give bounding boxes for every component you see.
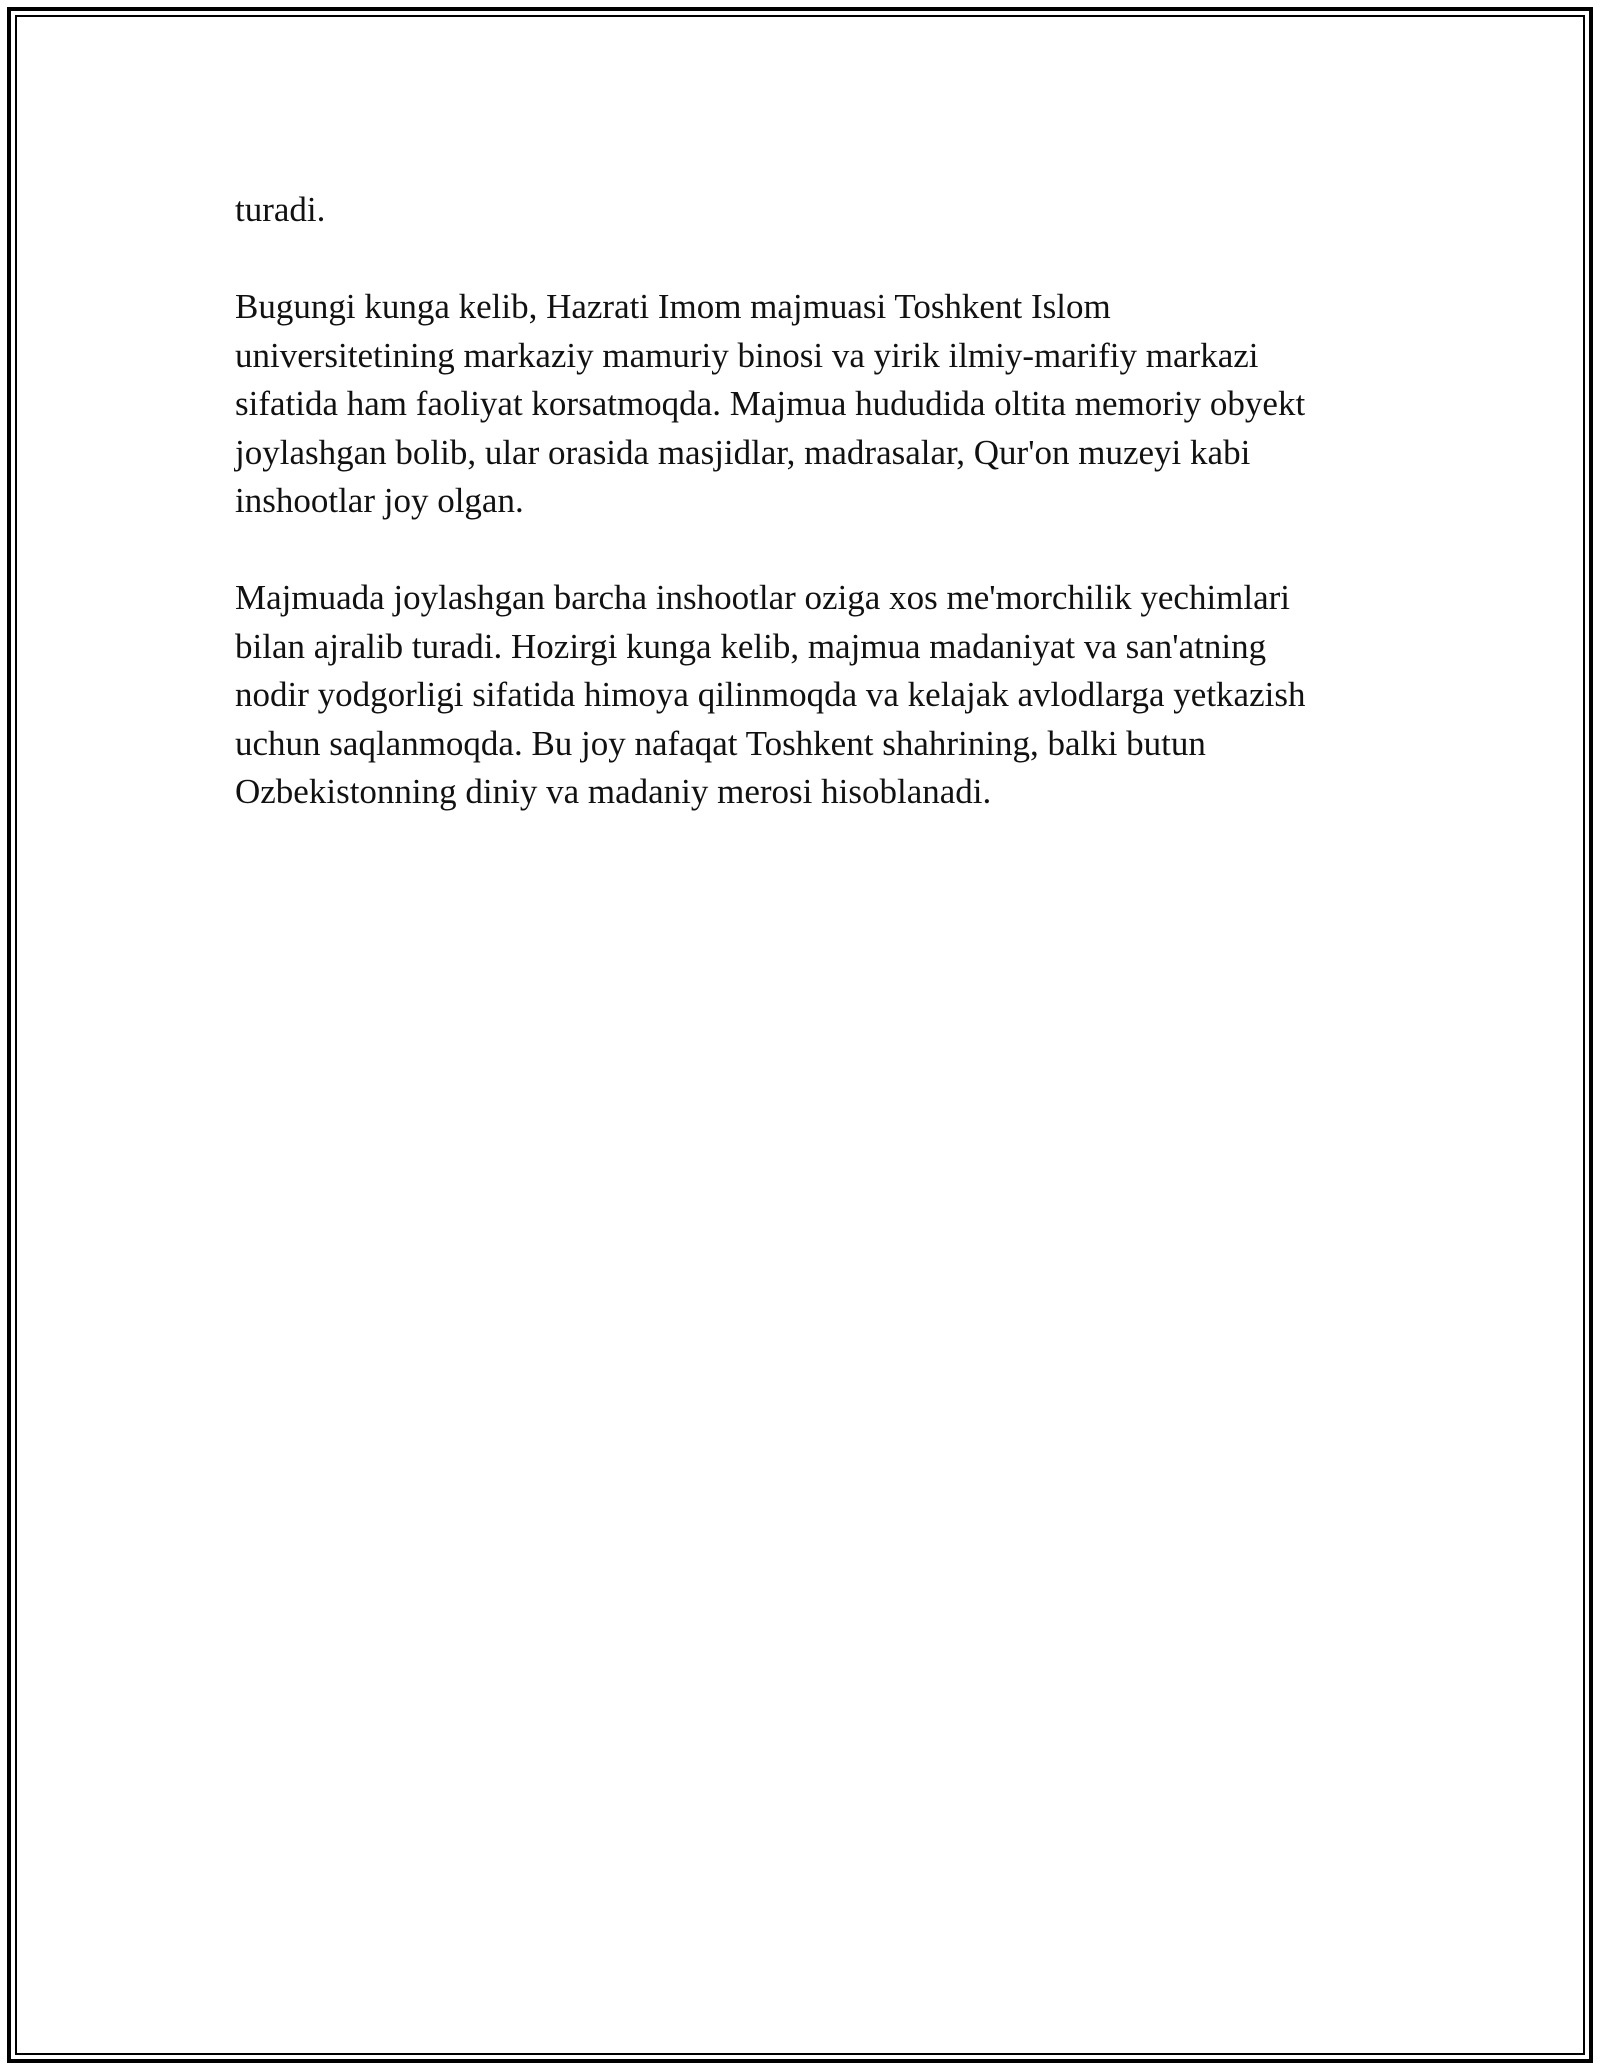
paragraph-architecture: Majmuada joylashgan barcha inshootlar oziga xos me'morchilik yechimlari bilan ajralib turadi. Hozirgi kunga kelib, majmua madaniyat va san'atning nodir yodgorligi sifatida himoya qilinmoqda va kelajak avlodlarga yetkazish uchun saqlanmoqda. Bu joy nafaqat Toshkent shahrining, balki butun Ozbekistonning diniy va madaniy merosi hisoblanadi. <box>235 578 1306 811</box>
paragraph-university: Bugungi kunga kelib, Hazrati Imom majmuasi Toshkent Islom universitetining markaziy mamuriy binosi va yirik ilmiy-marifiy markazi sifatida ham faoliyat korsatmoqda. Majmua hududida oltita memoriy obyekt joylashgan bolib, ular orasida masjidlar, madrasalar, Qur'on muzeyi kabi inshootlar joy olgan. <box>235 287 1306 520</box>
paragraph-continuation: turadi. <box>235 190 326 229</box>
document-body <box>235 186 1385 865</box>
